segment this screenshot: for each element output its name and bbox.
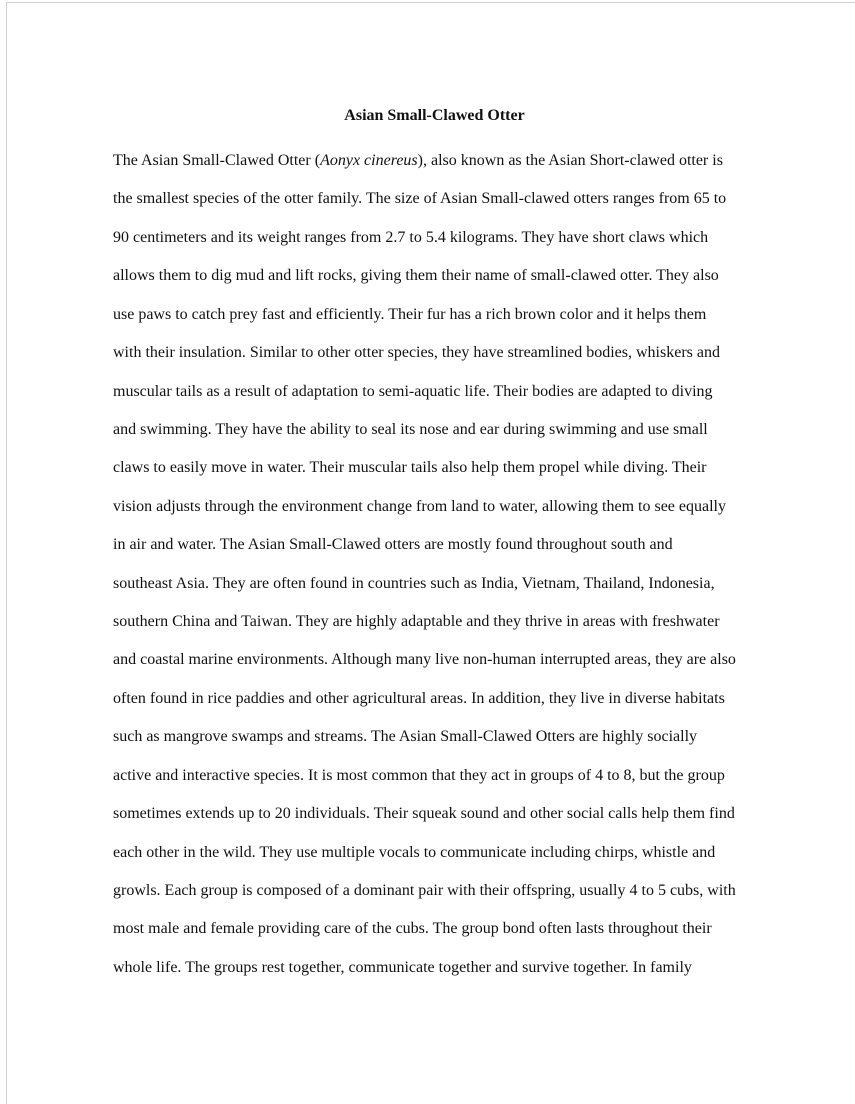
text-line: most male and female providing care of the cubs. The group bond often lasts throughout their bbox=[113, 920, 712, 938]
text-segment: ), also known as the Asian Short-clawed otter is bbox=[417, 152, 723, 169]
document-page bbox=[6, 2, 855, 1104]
text-line: 90 centimeters and its weight ranges from 2.7 to 5.4 kilograms. They have short claws which bbox=[113, 228, 709, 246]
text-line: and coastal marine environments. Although many live non-human interrupted areas, they are also bbox=[113, 651, 736, 669]
text-line: and swimming. They have the ability to seal its nose and ear during swimming and use small bbox=[113, 420, 708, 438]
text-segment: The Asian Small-Clawed Otter ( bbox=[113, 152, 321, 169]
text-line: in air and water. The Asian Small-Clawed otters are mostly found throughout south and bbox=[113, 536, 673, 554]
document-body bbox=[113, 151, 813, 996]
text-line: sometimes extends up to 20 individuals. Their squeak sound and other social calls help them find bbox=[113, 805, 735, 823]
text-line bbox=[113, 151, 813, 189]
text-line: with their insulation. Similar to other otter species, they have streamlined bodies, whiskers and bbox=[113, 344, 720, 362]
text-line: claws to easily move in water. Their muscular tails also help them propel while diving. Their bbox=[113, 459, 707, 477]
text-line: active and interactive species. It is most common that they act in groups of 4 to 8, but the group bbox=[113, 766, 725, 784]
text-line: southeast Asia. They are often found in countries such as India, Vietnam, Thailand, Indonesia, bbox=[113, 574, 715, 592]
text-line: whole life. The groups rest together, communicate together and survive together. In family bbox=[113, 958, 692, 976]
text-line: allows them to dig mud and lift rocks, giving them their name of small-clawed otter. They also bbox=[113, 267, 719, 285]
text-line: muscular tails as a result of adaptation to semi-aquatic life. Their bodies are adapted to diving bbox=[113, 382, 713, 400]
document-title: Asian Small-Clawed Otter bbox=[344, 107, 525, 124]
text-line: growls. Each group is composed of a dominant pair with their offspring, usually 4 to 5 cubs, with bbox=[113, 882, 736, 900]
text-line: use paws to catch prey fast and efficiently. Their fur has a rich brown color and it helps them bbox=[113, 305, 707, 323]
text-line: southern China and Taiwan. They are highly adaptable and they thrive in areas with freshwater bbox=[113, 613, 720, 631]
text-line: such as mangrove swamps and streams. The Asian Small-Clawed Otters are highly socially bbox=[113, 728, 698, 746]
text-line: the smallest species of the otter family. The size of Asian Small-clawed otters ranges from 65 to bbox=[113, 190, 727, 208]
text-line: each other in the wild. They use multiple vocals to communicate including chirps, whistle and bbox=[113, 843, 716, 861]
scientific-name: Aonyx cinereus bbox=[320, 152, 418, 169]
text-line: often found in rice paddies and other agricultural areas. In addition, they live in diverse habitats bbox=[113, 689, 725, 707]
text-line: vision adjusts through the environment change from land to water, allowing them to see equally bbox=[113, 497, 726, 515]
